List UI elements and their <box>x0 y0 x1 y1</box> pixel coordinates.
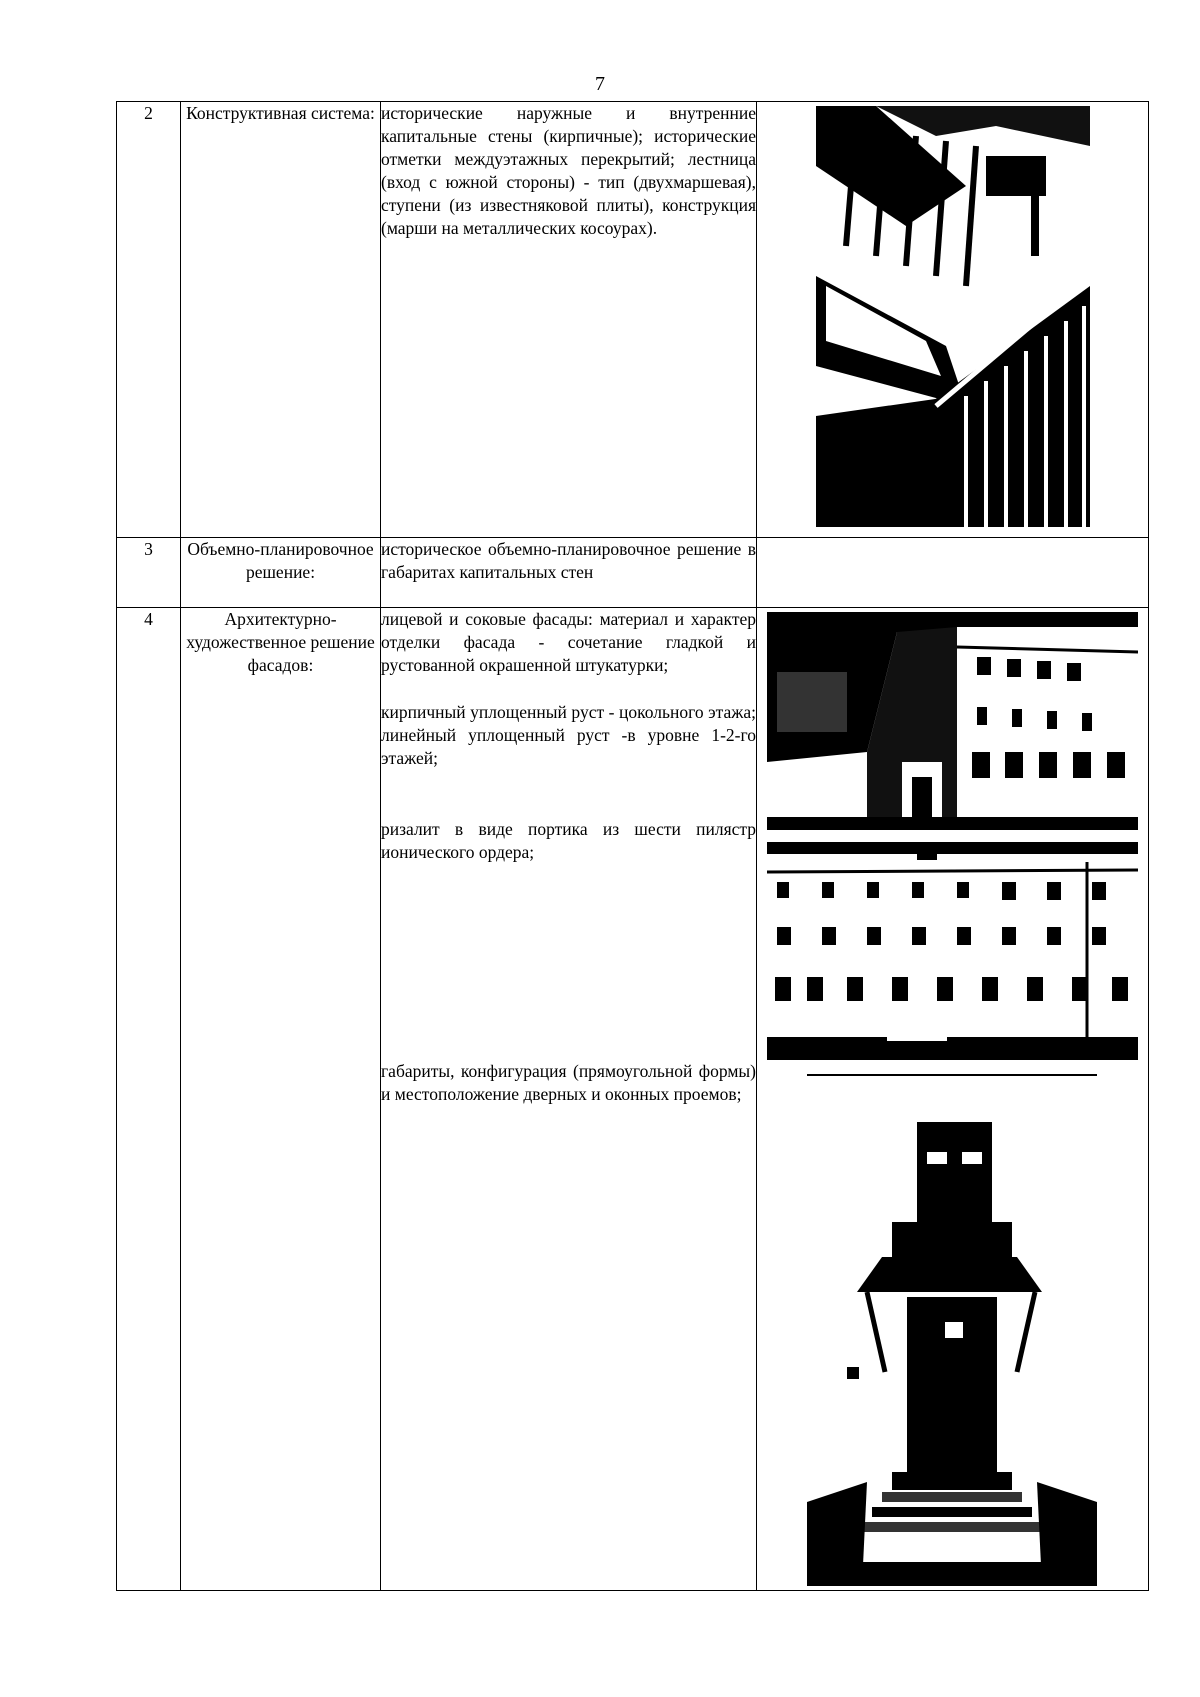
description-paragraph: лицевой и соковые фасады: материал и характер отделки фасада - сочетание гладкой и рустованной окрашенной штукатурки; <box>381 609 756 675</box>
photo-cell <box>757 538 1149 608</box>
row-name: Конструктивная система: <box>181 102 381 538</box>
facade-photo <box>767 612 1138 830</box>
table-row <box>117 538 1149 608</box>
row-number: 3 <box>117 538 181 608</box>
table-row <box>117 102 1149 538</box>
staircase-photo <box>816 106 1090 527</box>
table-row <box>117 608 1149 1591</box>
row-description <box>381 102 757 538</box>
features-table <box>116 101 1149 1591</box>
row-name: Архитектурно-художественное решение фасадов: <box>181 608 381 1591</box>
description-paragraph: ризалит в виде портика из шести пилястр ионического ордера; <box>381 819 756 862</box>
row-description <box>381 608 757 1591</box>
row-number: 4 <box>117 608 181 1591</box>
doorway-photo <box>807 1122 1097 1586</box>
description-paragraph: кирпичный уплощенный руст - цокольного этажа; линейный уплощенный руст -в уровне 1-2-го этажей; <box>381 702 756 768</box>
row-number: 2 <box>117 102 181 538</box>
photo-cell <box>757 102 1149 538</box>
description-paragraph: исторические наружные и внутренние капитальные стены (кирпичные); исторические отметки междуэтажных перекрытий; лестница (вход с южной стороны) - тип (двухмаршевая), ступени (из известняковой плиты), конструкция (марши на металлических косоурах). <box>381 103 756 238</box>
description-paragraph: историческое объемно-планировочное решение в габаритах капитальных стен <box>381 539 756 582</box>
page-number: 7 <box>595 73 605 95</box>
facade-photo <box>767 842 1138 1060</box>
row-name: Объемно-планировочное решение: <box>181 538 381 608</box>
row-description <box>381 538 757 608</box>
photo-cell <box>757 608 1149 1591</box>
photo-divider <box>807 1074 1097 1076</box>
description-paragraph: габариты, конфигурация (прямоугольной формы) и местоположение дверных и оконных проемов; <box>381 1061 756 1104</box>
